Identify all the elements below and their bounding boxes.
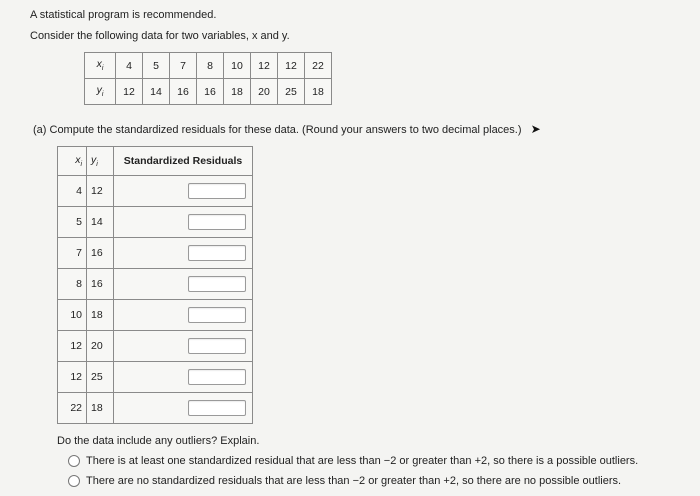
row-x: 22 [58, 393, 87, 424]
row-x: 7 [58, 238, 87, 269]
y-value: 18 [224, 79, 251, 105]
table-row [58, 331, 253, 362]
x-value: 10 [224, 53, 251, 79]
row-y: 20 [87, 331, 114, 362]
row-x: 12 [58, 331, 87, 362]
table-row [58, 269, 253, 300]
row-x: 5 [58, 207, 87, 238]
outlier-option-1[interactable] [68, 455, 638, 467]
row-x: 12 [58, 362, 87, 393]
y-header: $y_i$ [85, 79, 116, 105]
y-value: 16 [197, 79, 224, 105]
x-value: 4 [116, 53, 143, 79]
residual-table-header [58, 147, 253, 176]
y-value: 25 [278, 79, 305, 105]
row-y: 12 [87, 176, 114, 207]
x-value: 5 [143, 53, 170, 79]
x-value: 7 [170, 53, 197, 79]
radio-option-2[interactable] [68, 475, 80, 487]
table-row [58, 393, 253, 424]
col-y-header: $y_i$ [87, 147, 114, 176]
y-value: 12 [116, 79, 143, 105]
row-y: 18 [87, 300, 114, 331]
row-y: 14 [87, 207, 114, 238]
row-x: 10 [58, 300, 87, 331]
residual-input-1[interactable] [188, 183, 246, 199]
option-2-label: There are no standardized residuals that are less than −2 or greater than +2, so there are no possible outliers. [86, 475, 622, 487]
row-y: 16 [87, 269, 114, 300]
row-y: 25 [87, 362, 114, 393]
row-x: 4 [58, 176, 87, 207]
y-value: 18 [305, 79, 332, 105]
residual-input-4[interactable] [188, 276, 246, 292]
col-residual-header: Standardized Residuals [114, 147, 253, 176]
part-a-prompt: (a) Compute the standardized residuals for these data. (Round your answers to two decimal places.) ➤ [33, 122, 541, 136]
row-y: 16 [87, 238, 114, 269]
outliers-question: Do the data include any outliers? Explain. [57, 435, 260, 447]
radio-option-1[interactable] [68, 455, 80, 467]
intro-line-1: A statistical program is recommended. [30, 9, 217, 21]
data-table-y-row [85, 79, 332, 105]
row-x: 8 [58, 269, 87, 300]
y-value: 20 [251, 79, 278, 105]
residual-table [57, 146, 253, 424]
data-table-x-row [85, 53, 332, 79]
row-y: 18 [87, 393, 114, 424]
x-value: 22 [305, 53, 332, 79]
residual-input-3[interactable] [188, 245, 246, 261]
x-value: 12 [251, 53, 278, 79]
x-header: $x_i$ [85, 53, 116, 79]
residual-input-2[interactable] [188, 214, 246, 230]
x-value: 12 [278, 53, 305, 79]
residual-input-8[interactable] [188, 400, 246, 416]
table-row [58, 176, 253, 207]
data-table [84, 52, 332, 105]
table-row [58, 362, 253, 393]
mouse-cursor-icon: ➤ [530, 122, 541, 136]
residual-input-5[interactable] [188, 307, 246, 323]
col-x-header: $x_i$ [58, 147, 87, 176]
table-row [58, 207, 253, 238]
y-value: 16 [170, 79, 197, 105]
y-value: 14 [143, 79, 170, 105]
intro-line-2: Consider the following data for two variables, x and y. [30, 30, 290, 42]
x-value: 8 [197, 53, 224, 79]
residual-input-7[interactable] [188, 369, 246, 385]
outlier-option-2[interactable] [68, 475, 621, 487]
table-row [58, 300, 253, 331]
option-1-label: There is at least one standardized residual that are less than −2 or greater than +2, so there is a possible outliers. [86, 455, 639, 467]
table-row [58, 238, 253, 269]
residual-input-6[interactable] [188, 338, 246, 354]
